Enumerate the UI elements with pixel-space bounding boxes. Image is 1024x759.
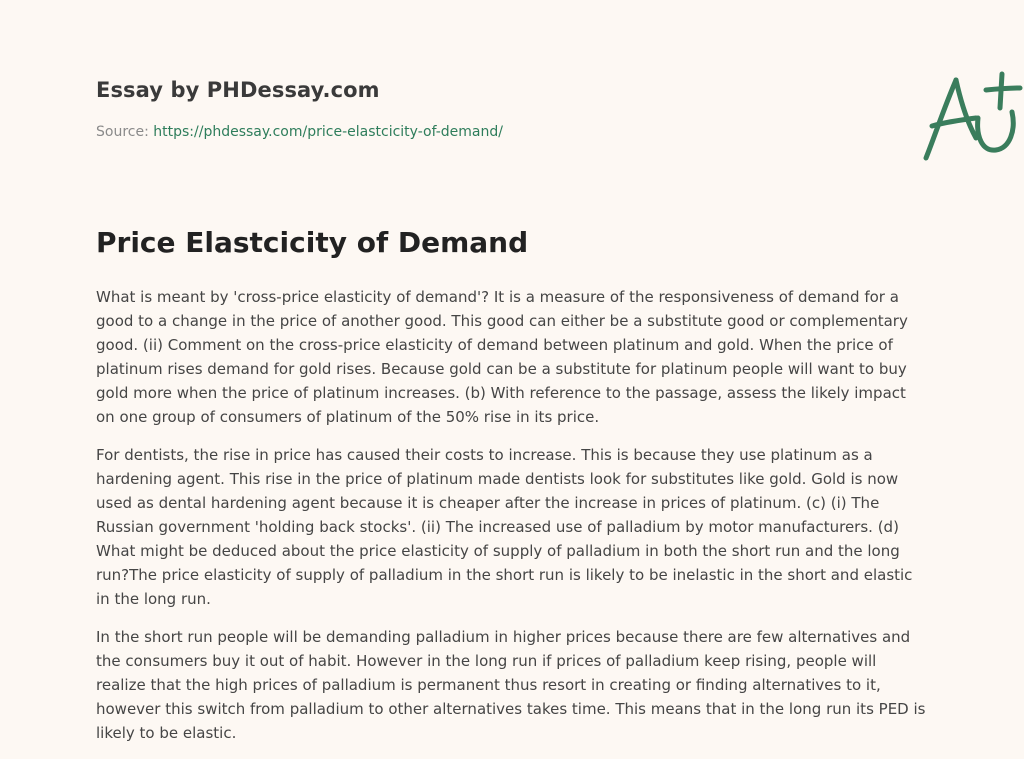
site-title: Essay by PHDessay.com [96,78,380,102]
source-link[interactable]: https://phdessay.com/price-elastcicity-of-demand/ [153,124,503,140]
essay-title: Price Elastcicity of Demand [96,226,529,259]
essay-paragraph-3: In the short run people will be demanding palladium in higher prices because there are few alternatives and the consumers buy it out of habit. However in the long run if prices of palladium keep rising, people will realize that the high prices of palladium is permanent thus resort in creating or finding alternatives to it, however this switch from palladium to other alternatives takes time. This means that in the long run its PED is likely to be elastic. [96,628,926,742]
essay-paragraph-1: What is meant by 'cross-price elasticity of demand'? It is a measure of the responsiveness of demand for a good to a change in the price of another good. This good can either be a substitute good or complementary good. (ii) Comment on the cross-price elasticity of demand between platinum and gold. When the price of platinum rises demand for gold rises. Because gold can be a substitute for platinum people will want to buy gold more when the price of platinum increases. (b) With reference to the passage, assess the likely impact on one group of consumers of platinum of the 50% rise in its price. [96,288,908,426]
a-plus-logo [914,68,1024,166]
essay-paragraph-2: For dentists, the rise in price has caused their costs to increase. This is because they use platinum as a hardening agent. This rise in the price of platinum made dentists look for substitutes like gold. Gold is now used as dental hardening agent because it is cheaper after the increase in prices of platinum. (c) (i) The Russian government 'holding back stocks'. (ii) The increased use of palladium by motor manufacturers. (d) What might be deduced about the price elasticity of supply of palladium in both the short run and the long run?The price elasticity of supply of palladium in the short run is likely to be inelastic in the short and elastic in the long run. [96,446,913,608]
a-plus-logo-icon [914,68,1024,166]
source-line [96,124,503,140]
essay-body [96,285,928,759]
source-label: Source: [96,124,154,140]
